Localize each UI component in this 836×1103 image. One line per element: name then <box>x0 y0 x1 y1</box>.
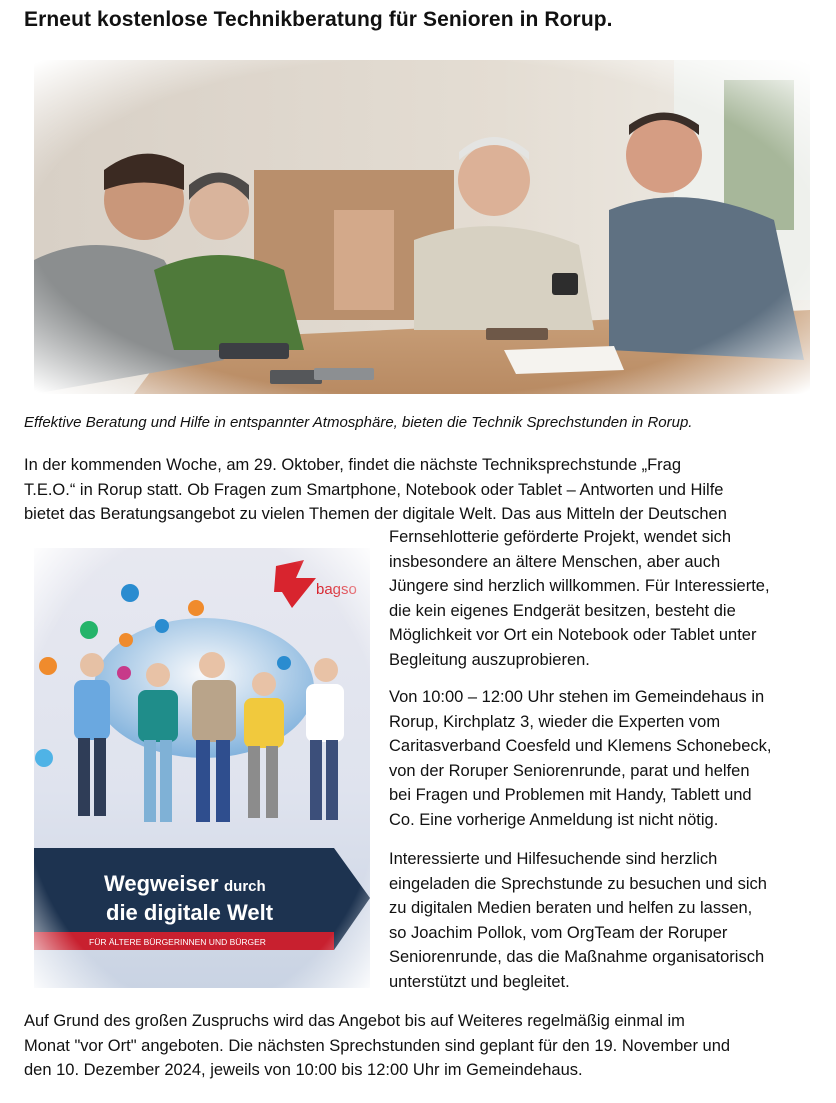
text-line: Jüngere sind herzlich willkommen. Für Interessierte, <box>389 577 770 595</box>
text-line: Möglichkeit vor Ort ein Notebook oder Tablet unter <box>389 626 757 644</box>
text-line: In der kommenden Woche, am 29. Oktober, findet die nächste Techniksprechstunde „Frag <box>24 456 682 474</box>
brochure-illustration <box>34 548 370 988</box>
text-line: unterstützt und begleitet. <box>389 972 570 991</box>
text-line: bei Fragen und Problemen mit Handy, Tablett und <box>389 786 752 804</box>
paragraph-schedule <box>24 1009 824 1083</box>
text-line: den 10. Dezember 2024, jeweils von 10:00 bis 12:00 Uhr im Gemeindehaus. <box>24 1061 583 1079</box>
article-headline: Erneut kostenlose Technikberatung für Senioren in Rorup. <box>24 8 613 31</box>
text-line: eingeladen die Sprechstunde zu besuchen und sich <box>389 874 767 893</box>
text-line: so Joachim Pollok, vom OrgTeam der Roruper <box>389 923 728 942</box>
paragraph-intro <box>24 453 824 527</box>
text-line: Auf Grund des großen Zuspruchs wird das Angebot bis auf Weiteres regelmäßig einmal im <box>24 1012 685 1030</box>
paragraph-invitation <box>389 847 829 994</box>
text-line: Rorup, Kirchplatz 3, wieder die Experten vom <box>389 712 721 731</box>
paragraph-times <box>389 685 829 832</box>
brochure-image <box>34 548 370 988</box>
photo-illustration <box>34 60 810 394</box>
text-line: von der Roruper Seniorenrunde, parat und helfen <box>389 761 750 780</box>
text-line: Caritasverband Coesfeld und Klemens Schonebeck, <box>389 737 772 755</box>
text-line: Co. Eine vorherige Anmeldung ist nicht nötig. <box>389 810 719 829</box>
text-line: bietet das Beratungsangebot zu vielen Themen der digitale Welt. Das aus Mitteln der Deutschen <box>24 505 727 523</box>
text-line: zu digitalen Medien beraten und helfen zu lassen, <box>389 899 753 917</box>
text-line: Von 10:00 – 12:00 Uhr stehen im Gemeindehaus in <box>389 688 765 706</box>
text-line: Begleitung auszuprobieren. <box>389 650 590 669</box>
text-line: Fernsehlotterie geförderte Projekt, wendet sich <box>389 528 732 546</box>
text-line: die kein eigenes Endgerät besitzen, besteht die <box>389 601 736 620</box>
photo-caption: Effektive Beratung und Hilfe in entspannter Atmosphäre, bieten die Technik Sprechstunden in Rorup. <box>24 414 693 431</box>
paragraph-intro-continued <box>389 525 829 672</box>
text-line: T.E.O.“ in Rorup statt. Ob Fragen zum Smartphone, Notebook oder Tablet – Antworten und Hilfe <box>24 480 724 499</box>
header-photo <box>34 60 810 394</box>
text-line: insbesondere an ältere Menschen, aber auch <box>389 552 721 571</box>
text-line: Monat "vor Ort" angeboten. Die nächsten Sprechstunden sind geplant für den 19. November und <box>24 1036 731 1055</box>
text-line: Interessierte und Hilfesuchende sind herzlich <box>389 850 718 868</box>
text-line: Seniorenrunde, das die Maßnahme organisatorisch <box>389 948 765 966</box>
